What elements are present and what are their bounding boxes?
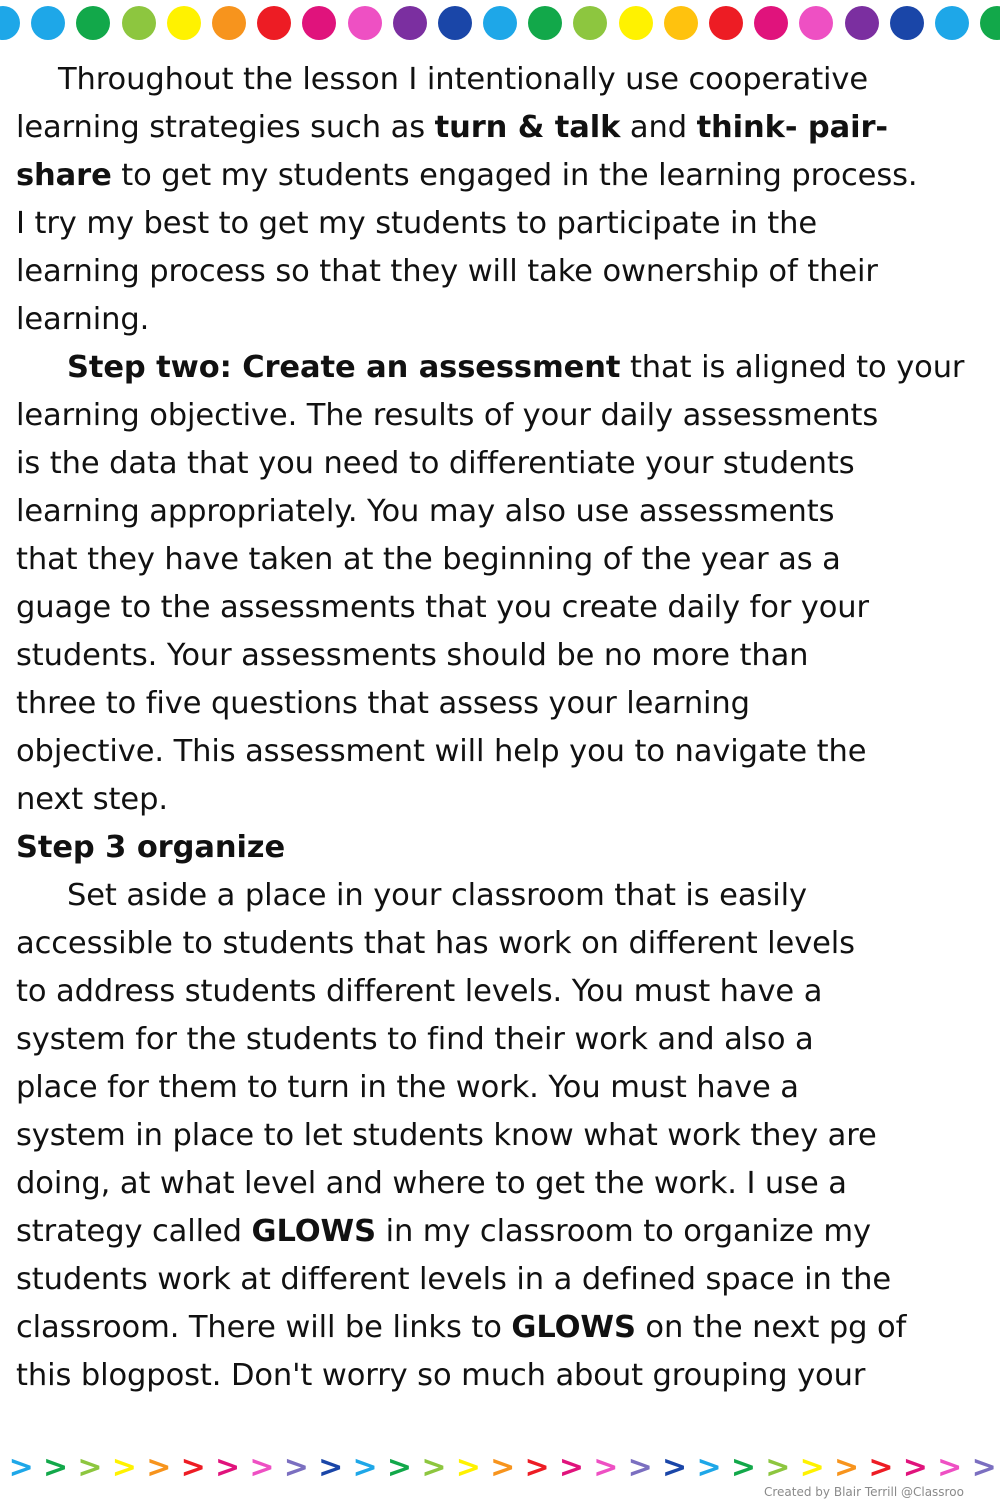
border-dot: [393, 6, 427, 40]
bold-term: share: [16, 158, 112, 193]
text-line: to address students different levels. You must have a: [16, 974, 823, 1009]
text-line: [16, 1304, 986, 1352]
border-arrow: >: [627, 1450, 653, 1485]
border-arrow: >: [937, 1450, 963, 1485]
text-line: students. Your assessments should be no more than: [16, 638, 809, 673]
text-line: place for them to turn in the work. You must have a: [16, 1070, 799, 1105]
text-line: objective. This assessment will help you to navigate the: [16, 734, 867, 769]
border-arrow: >: [696, 1450, 722, 1485]
border-arrow: >: [765, 1450, 791, 1485]
border-dot: [935, 6, 969, 40]
bold-term: think- pair-: [696, 110, 888, 145]
border-arrow: >: [558, 1450, 585, 1485]
text-span: and: [620, 110, 697, 145]
border-dot: [167, 6, 201, 40]
border-dot: [619, 6, 653, 40]
border-dot: [212, 6, 246, 40]
border-arrow: >: [146, 1450, 172, 1485]
text-line: [16, 104, 986, 152]
border-dot: [664, 6, 698, 40]
text-line: system in place to let students know what work they are: [16, 1118, 877, 1153]
border-arrow: >: [593, 1450, 619, 1485]
border-arrow: >: [902, 1450, 928, 1485]
border-dot: [528, 6, 562, 40]
border-arrow: >: [77, 1450, 103, 1485]
text-line: three to five questions that assess your learning: [16, 686, 750, 721]
border-dot: [845, 6, 879, 40]
text-span: Set aside a place in your classroom that is easily: [67, 878, 807, 913]
top-dot-border: [0, 6, 1000, 40]
border-dot: [348, 6, 382, 40]
bold-term: GLOWS: [511, 1310, 636, 1345]
text-line: learning appropriately. You may also use assessments: [16, 494, 835, 529]
border-arrow: >: [111, 1450, 137, 1485]
border-dot: [709, 6, 743, 40]
bottom-arrow-border: [4, 1448, 1000, 1488]
text-line: accessible to students that has work on different levels: [16, 926, 855, 961]
border-dot: [980, 6, 1000, 40]
border-arrow: >: [352, 1450, 378, 1485]
border-dot: [0, 6, 20, 40]
border-dot: [573, 6, 607, 40]
step-two-heading: Step two: Create an assessment: [67, 350, 621, 385]
border-arrow: >: [214, 1450, 241, 1485]
border-dot: [438, 6, 472, 40]
text-line: [16, 344, 986, 392]
border-arrow: >: [730, 1450, 756, 1485]
text-line: [16, 872, 986, 920]
text-line: [16, 1208, 986, 1256]
text-span: that is aligned to your: [620, 350, 965, 385]
text-line: system for the students to find their work and also a: [16, 1022, 814, 1057]
step-three-heading: Step 3 organize: [16, 830, 286, 865]
border-arrow: >: [249, 1450, 275, 1485]
border-dot: [31, 6, 65, 40]
border-arrow: >: [318, 1450, 344, 1485]
text-span: learning strategies such as: [16, 110, 435, 145]
text-span: Throughout the lesson I intentionally use cooperative: [58, 62, 869, 97]
border-dot: [76, 6, 110, 40]
text-line: learning process so that they will take ownership of their: [16, 254, 878, 289]
text-line: this blogpost. Don't worry so much about grouping your: [16, 1358, 866, 1393]
border-arrow: >: [662, 1450, 688, 1485]
border-arrow: >: [8, 1450, 34, 1485]
bold-term: GLOWS: [251, 1214, 376, 1249]
text-span: classroom. There will be links to: [16, 1310, 512, 1345]
border-dot: [754, 6, 788, 40]
border-arrow: >: [490, 1450, 516, 1485]
border-arrow: >: [180, 1450, 206, 1485]
text-line: learning.: [16, 302, 150, 337]
border-dot: [799, 6, 833, 40]
border-arrow: >: [283, 1450, 309, 1485]
text-line: [16, 152, 986, 200]
text-line: [16, 56, 986, 104]
border-arrow: >: [455, 1450, 481, 1485]
text-span: in my classroom to organize my: [375, 1214, 871, 1249]
text-span: to get my students engaged in the learning process.: [111, 158, 918, 193]
border-dot: [122, 6, 156, 40]
border-arrow: >: [43, 1450, 69, 1485]
border-arrow: >: [799, 1450, 825, 1485]
border-arrow: >: [971, 1450, 997, 1485]
border-arrow: >: [421, 1450, 447, 1485]
border-dot: [483, 6, 517, 40]
border-arrow: >: [386, 1450, 413, 1485]
text-line: is the data that you need to differentiate your students: [16, 446, 855, 481]
text-line: I try my best to get my students to participate in the: [16, 206, 817, 241]
border-dot: [890, 6, 924, 40]
border-arrow: >: [868, 1450, 894, 1485]
text-line: that they have taken at the beginning of the year as a: [16, 542, 841, 577]
border-dot: [302, 6, 336, 40]
border-dot: [257, 6, 291, 40]
border-arrow: >: [834, 1450, 860, 1485]
text-span: strategy called: [16, 1214, 252, 1249]
text-line: next step.: [16, 782, 168, 817]
blog-text: [16, 56, 986, 1400]
credit-text: Created by Blair Terrill @Classroo: [764, 1485, 964, 1499]
border-arrow: >: [524, 1450, 550, 1485]
bold-term: turn & talk: [434, 110, 621, 145]
text-line: guage to the assessments that you create daily for your: [16, 590, 869, 625]
text-line: students work at different levels in a defined space in the: [16, 1262, 892, 1297]
text-span: on the next pg of: [635, 1310, 907, 1345]
text-line: learning objective. The results of your daily assessments: [16, 398, 879, 433]
text-line: doing, at what level and where to get the work. I use a: [16, 1166, 847, 1201]
